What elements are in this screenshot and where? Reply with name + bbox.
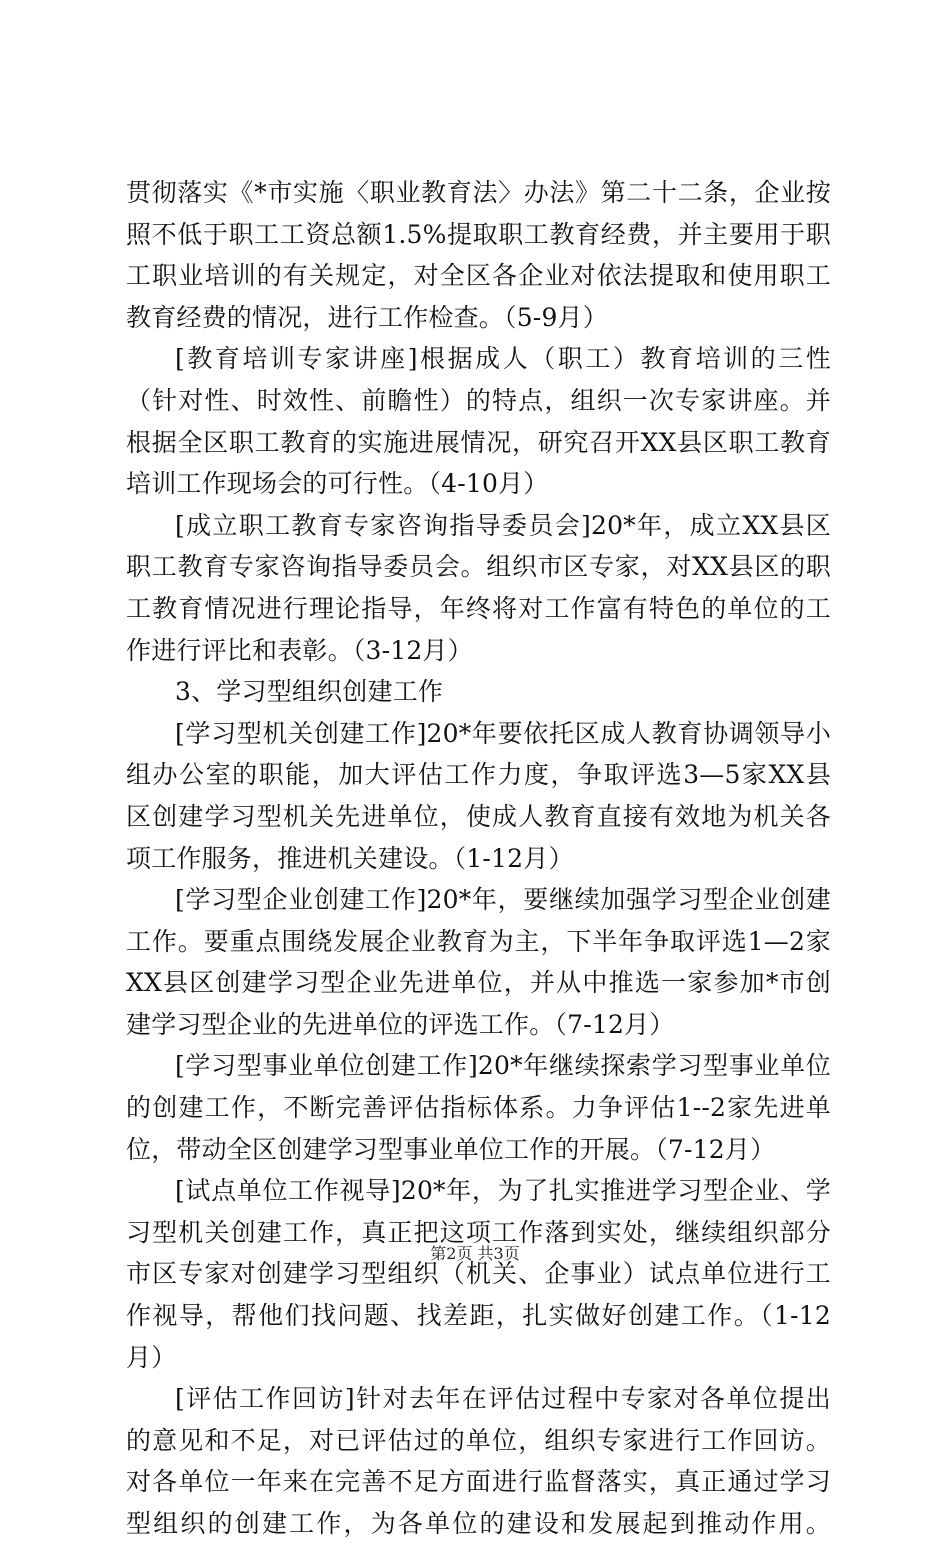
text-line: 根据全区职工教育的实施进展情况，研究召开XX县区职工教育 [126, 427, 831, 457]
text-line: 工作。要重点围绕发展企业教育为主，下半年争取评选1—2家 [126, 926, 831, 956]
text-line: 工职业培训的有关规定，对全区各企业对依法提取和使用职工 [126, 261, 831, 291]
text-line: 项工作服务，推进机关建设。（1-12月） [126, 843, 574, 873]
text-line: 位，带动全区创建学习型事业单位工作的开展。（7-12月） [126, 1134, 776, 1164]
text-line: [教育培训专家讲座]根据成人（职工）教育培训的三性 [175, 344, 831, 374]
text-line: 对各单位一年来在完善不足方面进行监督落实，真正通过学习 [126, 1467, 831, 1497]
text-line: 组办公室的职能，加大评估工作力度，争取评选3—5家XX县 [126, 760, 831, 790]
text-line: [试点单位工作视导]20*年，为了扎实推进学习型企业、学 [175, 1176, 831, 1206]
text-line: 的意见和不足，对已评估过的单位，组织专家进行工作回访。 [126, 1425, 831, 1455]
document-body [126, 172, 831, 1545]
text-line: 的创建工作，不断完善评估指标体系。力争评估1--2家先进单 [126, 1093, 831, 1123]
text-line: 培训工作现场会的可行性。（4-10月） [126, 469, 549, 499]
text-line: 型组织的创建工作，为各单位的建设和发展起到推动作用。 [126, 1509, 831, 1538]
text-line: 建学习型企业的先进单位的评选工作。（7-12月） [126, 1009, 675, 1039]
text-line: [评估工作回访]针对去年在评估过程中专家对各单位提出 [175, 1384, 831, 1414]
text-line: [学习型事业单位创建工作]20*年继续探索学习型事业单位 [175, 1051, 831, 1081]
text-line: 教育经费的情况，进行工作检查。（5-9月） [126, 302, 608, 332]
text-line: 习型机关创建工作，真正把这项工作落到实处，继续组织部分 [126, 1217, 831, 1247]
text-line: XX县区创建学习型企业先进单位，并从中推选一家参加*市创 [126, 968, 831, 998]
text-line: 月） [126, 1342, 177, 1372]
text-line: [学习型机关创建工作]20*年要依托区成人教育协调领导小 [175, 718, 831, 748]
text-line: （针对性、时效性、前瞻性）的特点，组织一次专家讲座。并 [126, 385, 831, 415]
page-footer: 第2页 共3页 [430, 1244, 520, 1263]
text-line: 3、学习型组织创建工作 [175, 677, 444, 707]
text-line: 工教育情况进行理论指导，年终将对工作富有特色的单位的工 [126, 593, 831, 623]
text-line: 区创建学习型机关先进单位，使成人教育直接有效地为机关各 [126, 801, 831, 831]
text-line: [成立职工教育专家咨询指导委员会]20*年，成立XX县区 [175, 510, 831, 540]
text-line: 作进行评比和表彰。（3-12月） [126, 635, 473, 665]
text-line: 作视导，帮他们找问题、找差距，扎实做好创建工作。（1-12 [126, 1301, 831, 1331]
text-line: [学习型企业创建工作]20*年，要继续加强学习型企业创建 [175, 885, 831, 915]
text-line: 职工教育专家咨询指导委员会。组织市区专家，对XX县区的职 [126, 552, 831, 582]
text-line: 照不低于职工工资总额1.5%提取职工教育经费，并主要用于职 [126, 219, 831, 249]
text-line: 贯彻落实《*市实施〈职业教育法〉办法》第二十二条，企业按 [126, 178, 831, 207]
text-line: 市区专家对创建学习型组织（机关、企事业）试点单位进行工 [126, 1259, 831, 1289]
